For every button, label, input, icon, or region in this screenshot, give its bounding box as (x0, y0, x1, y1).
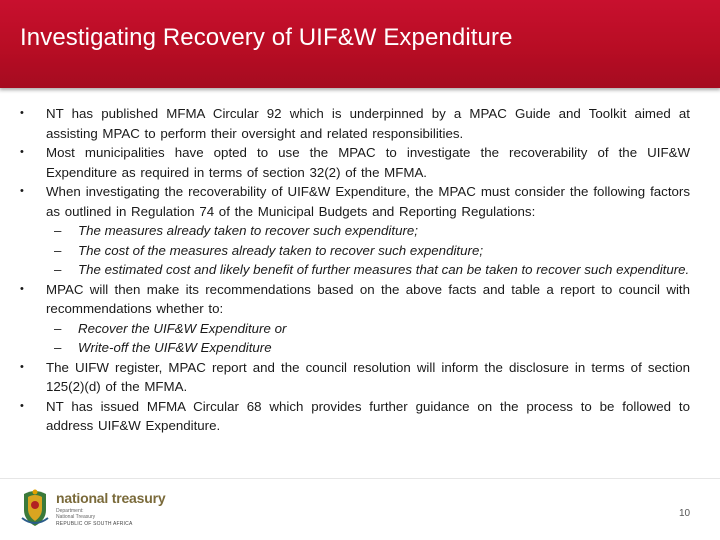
sub-bullet-text: Write-off the UIF&W Expenditure (78, 340, 272, 355)
bullet-text: MPAC will then make its recommendations based on the above facts and table a report to council with recommendations whether to: (46, 281, 690, 316)
title-bar-shadow (0, 88, 720, 94)
slide-title: Investigating Recovery of UIF&W Expenditure (20, 24, 513, 51)
logo-department: Department: National Treasury (56, 508, 96, 520)
bullet-icon: • (20, 399, 24, 412)
logo-republic: REPUBLIC OF SOUTH AFRICA (56, 521, 133, 527)
dash-icon: – (54, 340, 62, 355)
bullet-icon: • (20, 282, 24, 295)
sub-bullet-item (20, 319, 690, 339)
bullet-icon: • (20, 185, 24, 197)
sub-bullet-item (20, 260, 690, 280)
bullet-icon: • (20, 360, 24, 373)
bullet-item (20, 143, 690, 182)
sub-bullet-text: Recover the UIF&W Expenditure or (78, 320, 287, 336)
bullet-icon: • (20, 107, 24, 119)
sub-bullet-text: The measures already taken to recover such expenditure; (78, 223, 418, 238)
sub-bullet-item (20, 338, 690, 358)
footer-divider (0, 478, 720, 479)
bullet-text: NT has published MFMA Circular 92 which is underpinned by a MPAC Guide and Toolkit aimed at assisting MPAC to perform their oversight and related responsibilities. (46, 106, 690, 141)
bullet-item (20, 358, 690, 397)
dash-icon: – (54, 262, 62, 277)
dash-icon: – (54, 223, 62, 238)
bullet-item (20, 280, 690, 319)
sub-bullet-item (20, 221, 690, 241)
bullet-item (20, 397, 690, 436)
sub-bullet-item (20, 241, 690, 261)
coat-of-arms-icon (18, 488, 52, 528)
logo-name: national treasury (56, 490, 166, 506)
dash-icon: – (54, 242, 62, 258)
bullet-list (20, 104, 690, 436)
dash-icon: – (54, 320, 62, 336)
sub-bullet-text: The cost of the measures already taken to recover such expenditure; (78, 242, 484, 258)
bullet-text: NT has issued MFMA Circular 68 which provides further guidance on the process to be followed to address UIF&W Expenditure. (46, 398, 690, 433)
title-bar (0, 0, 720, 88)
bullet-text: When investigating the recoverability of UIF&W Expenditure, the MPAC must consider the following factors as outlined in Regulation 74 of the Municipal Budgets and Reporting Regulations: (46, 184, 690, 219)
page-number: 10 (679, 508, 691, 519)
bullet-text: Most municipalities have opted to use the MPAC to investigate the recoverability of the UIF&W Expenditure as required in terms of section 32(2) of the MFMA. (46, 145, 690, 180)
bullet-item (20, 182, 690, 221)
bullet-icon: • (20, 146, 24, 158)
sub-bullet-text: The estimated cost and likely benefit of further measures that can be taken to recover such expenditure. (78, 262, 690, 277)
bullet-text: The UIFW register, MPAC report and the council resolution will inform the disclosure in terms of section 125(2)(d) of the MFMA. (46, 359, 690, 394)
national-treasury-logo (18, 488, 166, 532)
bullet-item (20, 104, 690, 143)
